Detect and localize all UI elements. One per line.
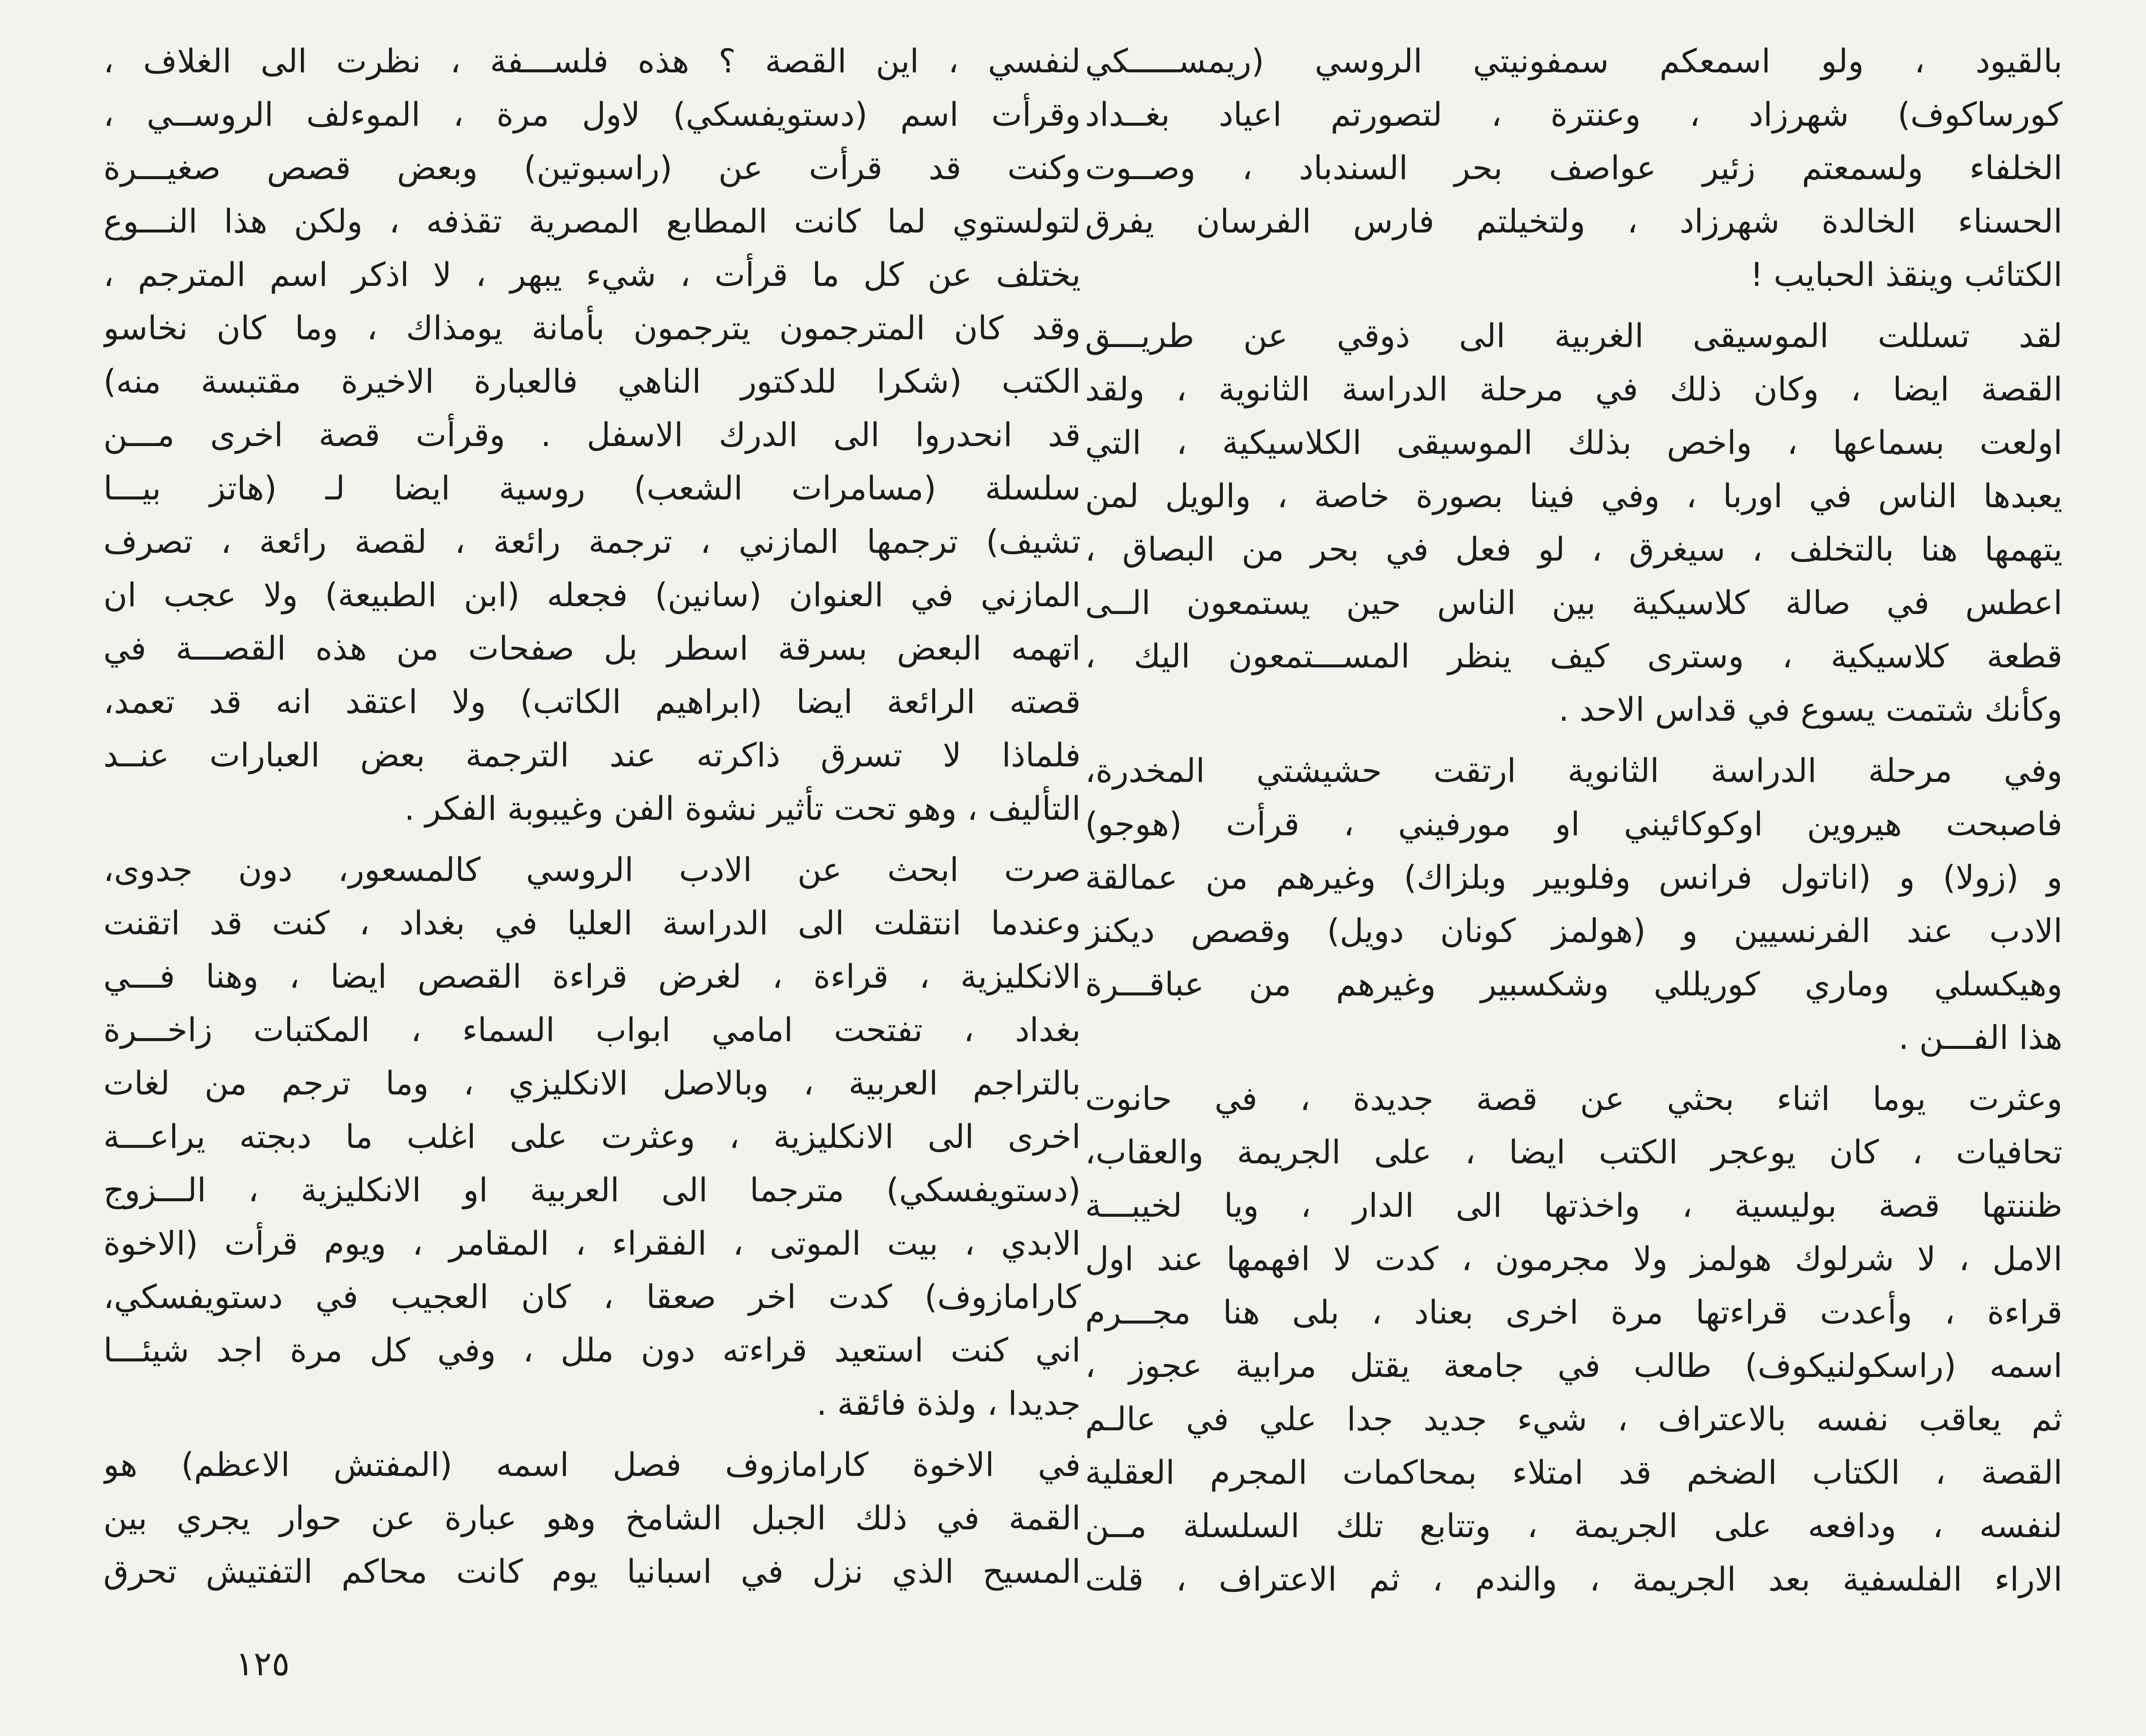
page-number: ١٢٥ <box>236 1645 290 1683</box>
text-line: التأليف ، وهو تحت تأثير نشوة الفن وغيبوبة الفكر . <box>404 789 1081 828</box>
text-line: لنفسي ، اين القصة ؟ هذه فلســـفة ، نظرت الى الغلاف ، <box>103 42 1081 80</box>
paragraph-gap <box>1085 736 2062 744</box>
text-line: الخلفاء ولسمعتم زئير عواصف بحر السندباد ، وصــوت <box>1085 149 2062 187</box>
text-line: الكتائب وينقذ الحبايب ! <box>1750 255 2062 294</box>
text-line: المسيح الذي نزل في اسبانيا يوم كانت محاكم التفتيش تحرق <box>103 1552 1081 1590</box>
text-line: وفي مرحلة الدراسة الثانوية ارتقت حشيشتي المخدرة، <box>1085 751 2062 790</box>
text-line: يختلف عن كل ما قرأت ، شيء يبهر ، لا اذكر اسم المترجم ، <box>103 255 1081 294</box>
paragraph <box>103 1438 1081 1598</box>
text-line: وعندما انتقلت الى الدراسة العليا في بغداد ، كنت قد اتقنت <box>103 904 1081 942</box>
text-line: الابدي ، بيت الموتى ، الفقراء ، المقامر ، ويوم قرأت (الاخوة <box>103 1224 1081 1262</box>
text-line: القمة في ذلك الجبل الشامخ وهو عبارة عن حوار يجري بين <box>103 1499 1081 1537</box>
text-line: تحافيات ، كان يوعجر الكتب ايضا ، على الجريمة والعقاب، <box>1085 1133 2062 1171</box>
text-line: بالقيود ، ولو اسمعكم سمفونيتي الروسي (ريمســـــكي <box>1085 42 2062 80</box>
text-line: الامل ، لا شرلوك هولمز ولا مجرمون ، كدت لا افهمها عند اول <box>1085 1240 2062 1278</box>
text-line: اتهمه البعض بسرقة اسطر بل صفحات من هذه القصـــة في <box>103 629 1081 667</box>
paragraph <box>1085 34 2062 301</box>
paragraph-gap <box>103 835 1081 843</box>
text-line: القصة ايضا ، وكان ذلك في مرحلة الدراسة الثانوية ، ولقد <box>1085 370 2062 408</box>
paragraph-gap <box>1085 301 2062 309</box>
text-line: اسمه (راسكولنيكوف) طالب في جامعة يقتل مرابية عجوز ، <box>1085 1346 2062 1385</box>
text-line: قطعة كلاسيكية ، وسترى كيف ينظر المســـتمعون اليك ، <box>1085 637 2062 675</box>
text-line: وكأنك شتمت يسوع في قداس الاحد . <box>1558 690 2062 728</box>
text-line: كورساكوف) شهرزاد ، وعنترة ، لتصورتم اعياد بغــداد <box>1085 95 2062 133</box>
text-line: قصته الرائعة ايضا (ابراهيم الكاتب) ولا اعتقد انه قد تعمد، <box>103 682 1081 721</box>
paragraph <box>103 843 1081 1430</box>
text-line: اخرى الى الانكليزية ، وعثرت على اغلب ما دبجته يراعـــة <box>103 1117 1081 1156</box>
text-line: اولعت بسماعها ، واخص بذلك الموسيقى الكلاسيكية ، التي <box>1085 423 2062 462</box>
text-line: قراءة ، وأعدت قراءتها مرة اخرى بعناد ، بلى هنا مجـــرم <box>1085 1293 2062 1331</box>
text-line: الحسناء الخالدة شهرزاد ، ولتخيلتم فارس الفرسان يفرق <box>1085 202 2062 240</box>
text-line: فاصبحت هيروين اوكوكائيني او مورفيني ، قرأت (هوجو) <box>1085 805 2062 843</box>
left-text-column <box>103 34 1081 1598</box>
text-line: قد انحدروا الى الدرك الاسفل . وقرأت قصة اخرى مـــن <box>103 415 1081 454</box>
paragraph <box>1085 744 2062 1064</box>
text-line: القصة ، الكتاب الضخم قد امتلاء بمحاكمات المجرم العقلية <box>1085 1453 2062 1491</box>
text-line: في الاخوة كارامازوف فصل اسمه (المفتش الاعظم) هو <box>103 1445 1081 1484</box>
text-line: اني كنت استعيد قراءته دون ملل ، وفي كل مرة اجد شيئـــا <box>103 1331 1081 1369</box>
text-line: جديدا ، ولذة فائقة . <box>816 1384 1081 1423</box>
text-line: فلماذا لا تسرق ذاكرته عند الترجمة بعض العبارات عنــد <box>103 736 1081 774</box>
text-line: تشيف) ترجمها المازني ، ترجمة رائعة ، لقصة رائعة ، تصرف <box>103 522 1081 561</box>
text-line: ثم يعاقب نفسه بالاعتراف ، شيء جديد جدا علي في عالـم <box>1085 1400 2062 1438</box>
text-line: اعطس في صالة كلاسيكية بين الناس حين يستمعون الــى <box>1085 583 2062 622</box>
text-line: لقد تسللت الموسيقى الغربية الى ذوقي عن طريـــق <box>1085 316 2062 355</box>
text-line: الاراء الفلسفية بعد الجريمة ، والندم ، ثم الاعتراف ، قلت <box>1085 1560 2062 1598</box>
text-line: المازني في العنوان (سانين) فجعله (ابن الطبيعة) ولا عجب ان <box>103 576 1081 614</box>
paragraph <box>1085 1072 2062 1606</box>
text-line: يعبدها الناس في اوربا ، وفي فينا بصورة خاصة ، والويل لمن <box>1085 477 2062 515</box>
paragraph <box>103 34 1081 835</box>
text-line: بغداد ، تفتحت امامي ابواب السماء ، المكتبات زاخـــرة <box>103 1011 1081 1049</box>
text-line: لنفسه ، ودافعه على الجريمة ، وتتابع تلك السلسلة مــن <box>1085 1507 2062 1545</box>
text-line: وعثرت يوما اثناء بحثي عن قصة جديدة ، في حانوت <box>1085 1079 2062 1118</box>
text-line: الانكليزية ، قراءة ، لغرض قراءة القصص ايضا ، وهنا فـــي <box>103 957 1081 995</box>
right-text-column <box>1085 34 2062 1606</box>
text-line: يتهمها هنا بالتخلف ، سيغرق ، لو فعل في بحر من البصاق ، <box>1085 530 2062 568</box>
text-line: وكنت قد قرأت عن (راسبوتين) وبعض قصص صغيـــرة <box>103 149 1081 187</box>
text-line: وقرأت اسم (دستويفسكي) لاول مرة ، الموءلف الروســي ، <box>103 95 1081 133</box>
text-line: الكتب (شكرا للدكتور الناهي فالعبارة الاخيرة مقتبسة منه) <box>103 362 1081 400</box>
text-line: لتولستوي لما كانت المطابع المصرية تقذفه ، ولكن هذا النـــوع <box>103 202 1081 240</box>
text-line: وقد كان المترجمون يترجمون بأمانة يومذاك ، وما كان نخاسو <box>103 309 1081 347</box>
text-line: كارامازوف) كدت اخر صعقا ، كان العجيب في دستويفسكي، <box>103 1277 1081 1316</box>
text-line: و (زولا) و (اناتول فرانس وفلوبير وبلزاك) وغيرهم من عمالقة <box>1085 858 2062 896</box>
paragraph-gap <box>103 1430 1081 1438</box>
paragraph <box>1085 309 2062 736</box>
text-line: وهيكسلي وماري كوريللي وشكسبير وغيرهم من عباقـــرة <box>1085 965 2062 1003</box>
text-line: (دستويفسكي) مترجما الى العربية او الانكليزية ، الـــزوج <box>103 1171 1081 1209</box>
text-line: هذا الفـــن . <box>1898 1018 2062 1057</box>
paragraph-gap <box>1085 1064 2062 1072</box>
text-line: سلسلة (مسامرات الشعب) روسية ايضا لـ (هاتز بيـــا <box>103 469 1081 507</box>
text-line: الادب عند الفرنسيين و (هولمز كونان دويل) وقصص ديكنز <box>1085 911 2062 950</box>
text-line: بالتراجم العربية ، وبالاصل الانكليزي ، وما ترجم من لغات <box>103 1064 1081 1102</box>
text-line: ظننتها قصة بوليسية ، واخذتها الى الدار ، ويا لخيبـــة <box>1085 1186 2062 1224</box>
text-line: صرت ابحث عن الادب الروسي كالمسعور، دون جدوى، <box>103 850 1081 889</box>
